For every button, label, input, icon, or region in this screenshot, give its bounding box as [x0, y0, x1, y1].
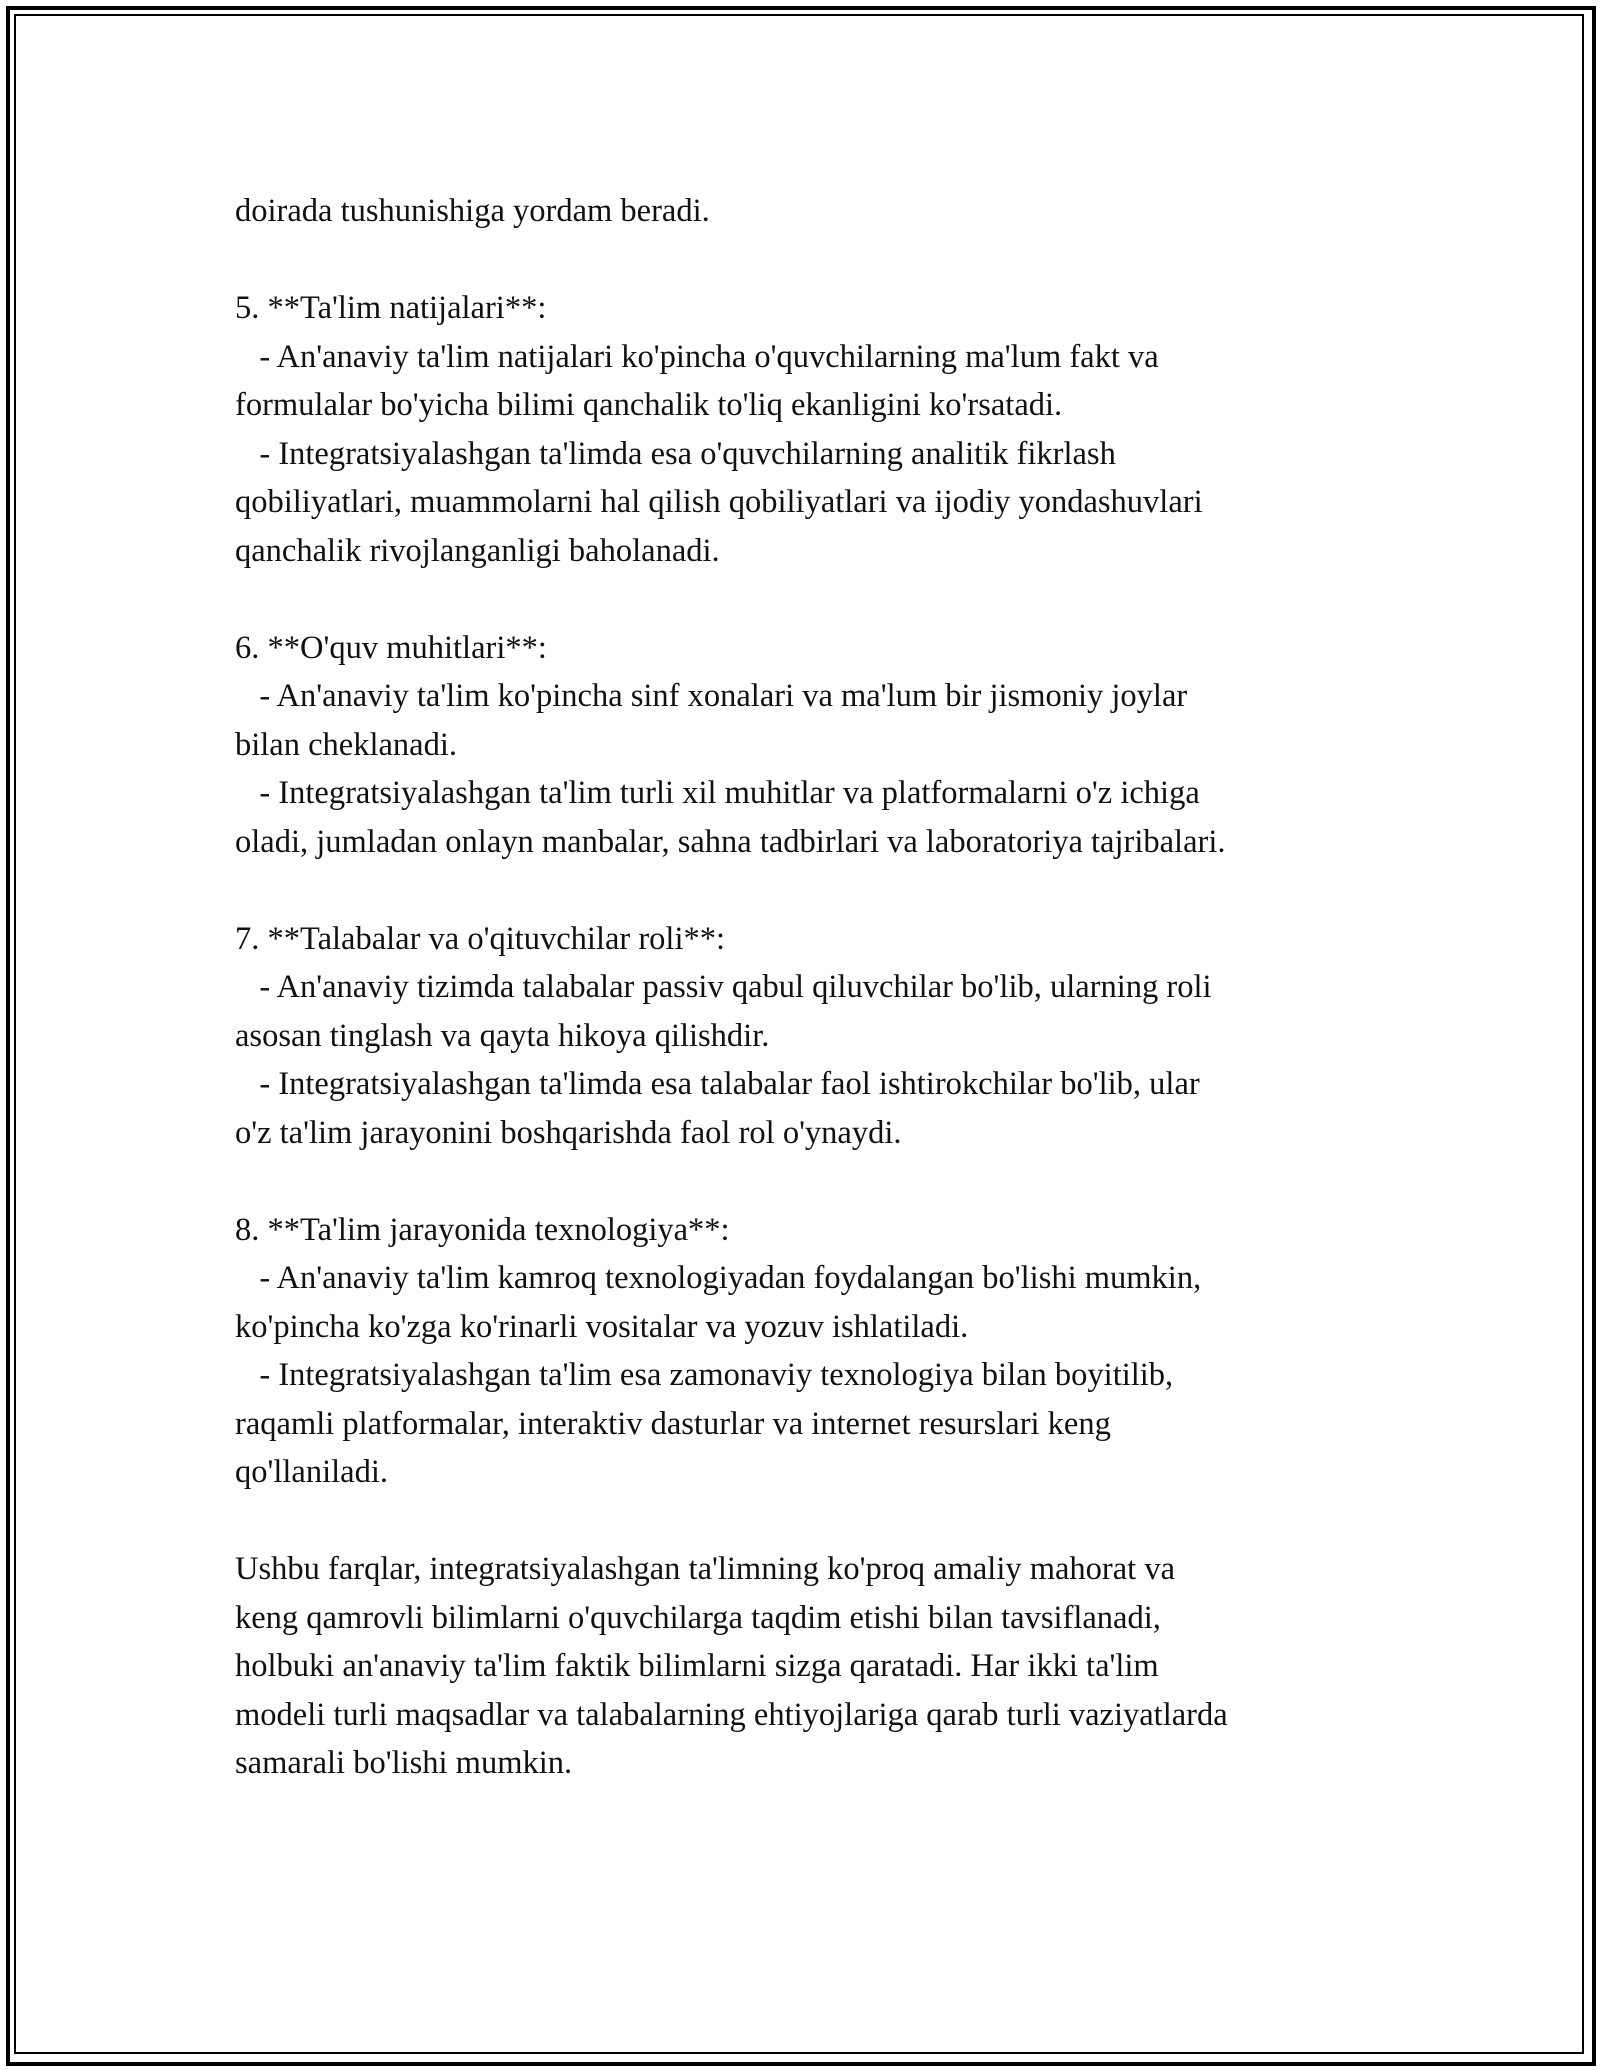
text-line: - Integratsiyalashgan ta'limda esa talabalar faol ishtirokchilar bo'lib, ular — [235, 1066, 1200, 1102]
document-body — [235, 187, 1375, 1788]
text-line: qanchalik rivojlanganligi baholanadi. — [235, 532, 720, 569]
text-line: - An'anaviy ta'lim kamroq texnologiyadan foydalangan bo'lishi mumkin, — [235, 1260, 1202, 1296]
text-line — [235, 575, 1375, 624]
text-line: - Integratsiyalashgan ta'limda esa o'quvchilarning analitik fikrlash — [235, 435, 1116, 472]
text-line: - An'anaviy ta'lim ko'pincha sinf xonalari va ma'lum bir jismoniy joylar — [235, 678, 1188, 714]
text-line — [235, 1497, 1375, 1546]
text-line: qo'llaniladi. — [235, 1454, 388, 1490]
text-line: - An'anaviy ta'lim natijalari ko'pincha o'quvchilarning ma'lum fakt va — [235, 338, 1159, 375]
text-line: o'z ta'lim jarayonini boshqarishda faol rol o'ynaydi. — [235, 1114, 902, 1151]
text-line: holbuki an'anaviy ta'lim faktik bilimlarni sizga qaratadi. Har ikki ta'lim — [235, 1648, 1159, 1684]
text-line: ko'pincha ko'zga ko'rinarli vositalar va yozuv ishlatiladi. — [235, 1308, 969, 1345]
text-line: oladi, jumladan onlayn manbalar, sahna tadbirlari va laboratoriya tajribalari. — [235, 823, 1226, 860]
text-line — [235, 236, 1375, 285]
text-line: raqamli platformalar, interaktiv dasturlar va internet resurslari keng — [235, 1405, 1111, 1442]
text-line: - Integratsiyalashgan ta'lim esa zamonaviy texnologiya bilan boyitilib, — [235, 1357, 1174, 1393]
text-line: qobiliyatlari, muammolarni hal qilish qobiliyatlari va ijodiy yondashuvlari — [235, 484, 1203, 520]
text-line: 7. **Talabalar va o'qituvchilar roli**: — [235, 920, 726, 957]
text-line: modeli turli maqsadlar va talabalarning ehtiyojlariga qarab turli vaziyatlarda — [235, 1696, 1228, 1733]
text-line: - Integratsiyalashgan ta'lim turli xil muhitlar va platformalarni o'z ichiga — [235, 775, 1200, 811]
text-line: asosan tinglash va qayta hikoya qilishdir. — [235, 1017, 770, 1054]
text-line — [235, 1157, 1375, 1206]
text-line: 8. **Ta'lim jarayonida texnologiya**: — [235, 1211, 730, 1248]
text-line: - An'anaviy tizimda talabalar passiv qabul qiluvchilar bo'lib, ularning roli — [235, 969, 1212, 1005]
text-line: 5. **Ta'lim natijalari**: — [235, 290, 547, 326]
text-line: Ushbu farqlar, integratsiyalashgan ta'limning ko'proq amaliy mahorat va — [235, 1551, 1176, 1587]
text-line: doirada tushunishiga yordam beradi. — [235, 193, 710, 229]
text-line: samarali bo'lishi mumkin. — [235, 1745, 573, 1781]
text-line — [235, 866, 1375, 915]
text-line: 6. **O'quv muhitlari**: — [235, 629, 547, 666]
text-line: keng qamrovli bilimlarni o'quvchilarga taqdim etishi bilan tavsiflanadi, — [235, 1599, 1161, 1636]
text-line: formulalar bo'yicha bilimi qanchalik to'liq ekanligini ko'rsatadi. — [235, 387, 1063, 423]
text-line: bilan cheklanadi. — [235, 726, 457, 763]
